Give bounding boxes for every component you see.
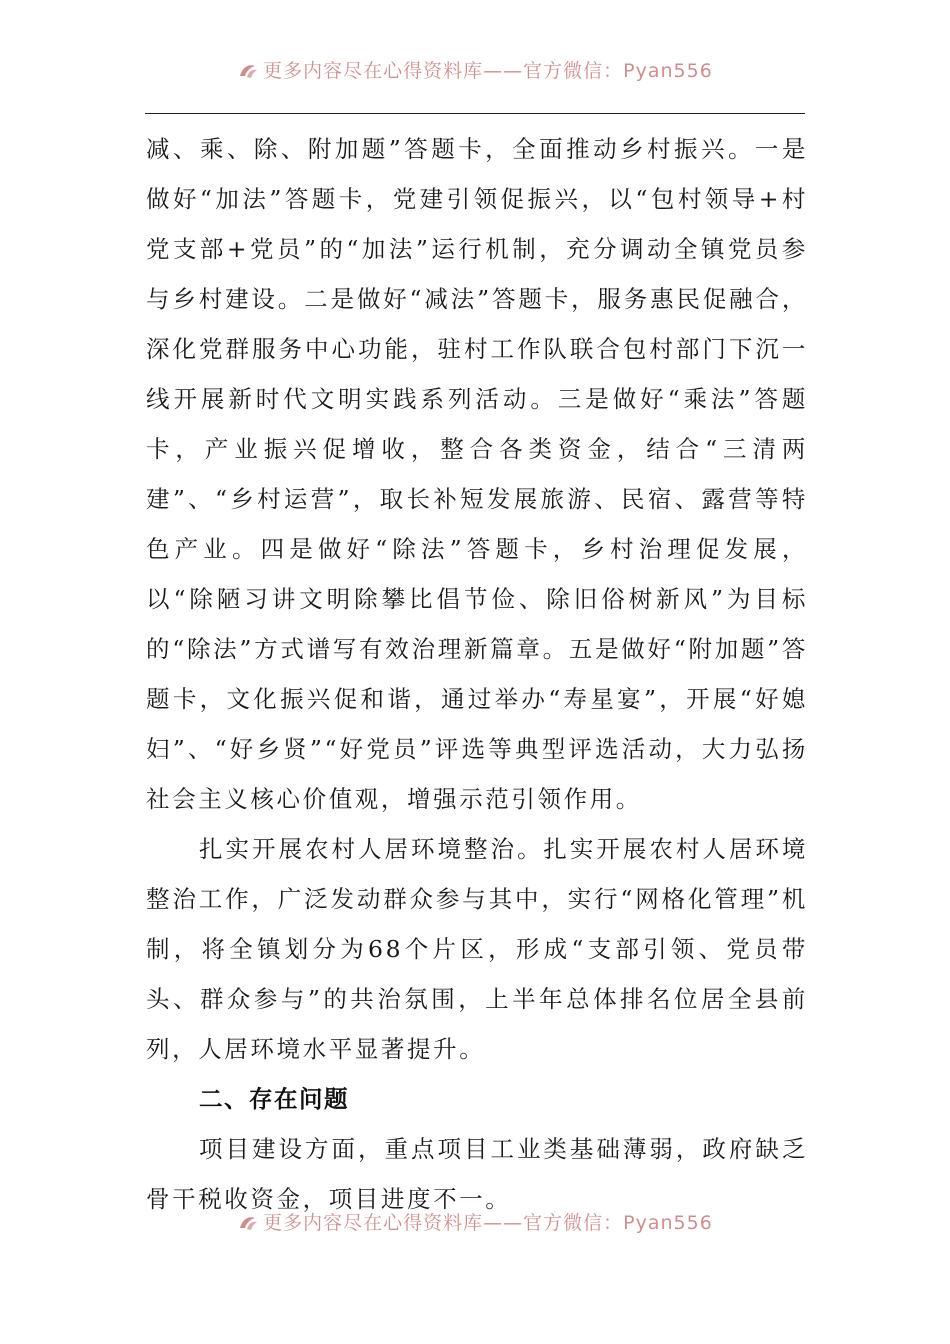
paragraph-party-building: 减、乘、除、附加题”答题卡，全面推动乡村振兴。一是做好“加法”答题卡，党建引领促振兴，以“包村领导+村党支部+党员”的“加法”运行机制，充分调动全镇党员参与乡村建设。二是做好“减法”答题卡，服务惠民促融合，深化党群服务中心功能，驻村工作队联合包村部门下沉一线开展新时代文明实践系列活动。三是做好“乘法”答题卡，产业振兴促增收，整合各类资金，结合“三清两建”、“乡村运营”，取长补短发展旅游、民宿、露营等特色产业。四是做好“除法”答题卡，乡村治理促发展，以“除陋习讲文明除攀比倡节俭、除旧俗树新风”为目标的“除法”方式谱写有效治理新篇章。五是做好“附加题”答题卡，文化振兴促和谐，通过举办“寿星宴”，开展“好媳妇”、“好乡贤”“好党员”评选等典型评选活动，大力弘扬社会主义核心价值观，增强示范引领作用。 bbox=[146, 135, 808, 813]
watermark-text: 更多内容尽在心得资料库——官方微信：Pyan556 bbox=[263, 60, 713, 82]
watermark-logo-icon bbox=[237, 1214, 259, 1232]
section-heading: 二、存在问题 bbox=[199, 1085, 349, 1113]
watermark-footer bbox=[0, 1208, 950, 1235]
watermark-text: 更多内容尽在心得资料库——官方微信：Pyan556 bbox=[263, 1212, 713, 1234]
watermark-header bbox=[0, 56, 950, 83]
document-body bbox=[146, 124, 808, 1224]
watermark-logo-icon bbox=[237, 62, 259, 80]
paragraph-environment: 扎实开展农村人居环境整治。扎实开展农村人居环境整治工作，广泛发动群众参与其中，实行“网格化管理”机制，将全镇划分为68个片区，形成“支部引领、党员带头、群众参与”的共治氛围，上半年总体排名位居全县前列，人居环境水平显著提升。 bbox=[146, 835, 808, 1063]
header-divider bbox=[145, 113, 805, 114]
paragraph-problems: 项目建设方面，重点项目工业类基础薄弱，政府缺乏骨干税收资金，项目进度不一。 bbox=[146, 1135, 808, 1213]
